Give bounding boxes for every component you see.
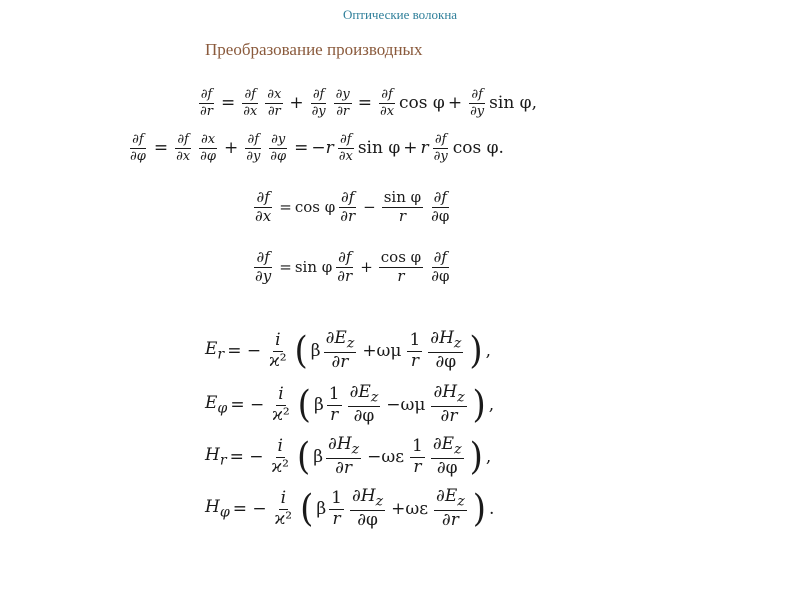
equation-df-dr: $\frac{\partial f}{\partial r}$ = $\frac{\partial f}{\partial x}$ $\frac{\partial x}{\partial r}$ + $\frac{\partial f}{\partial y}$ $\frac{\partial y}{\partial r}$ = $\frac{\partial f}{\partial x}$ cos φ + $\frac{\partial f}{\partial y}$ sin φ, (200, 87, 537, 119)
slide-title: Преобразование производных (205, 40, 423, 59)
equation-df-dphi: $\frac{\partial f}{\partial\varphi}$ = $\frac{\partial f}{\partial x}$ $\frac{\partial x}{\partial\varphi}$ + $\frac{\partial f}{\partial y}$ $\frac{\partial y}{\partial\varphi}$ = −r $\frac{\partial f}{\partial x}$ sin φ + r $\frac{\partial f}{\partial y}$ cos φ. (130, 132, 504, 164)
slide-topic: Оптические волокна (342, 7, 458, 22)
equation-E-phi: $E_\varphi$ = − $\frac{i}{\text{ϰ²}}$ ( β $\frac{1}{r}$ $\frac{\partial E_z}{\partial\varphi}$ −ωμ $\frac{\partial H_z}{\partial r}$ ) , (205, 382, 495, 428)
equation-H-r: $H_r$ = − $\frac{i}{\text{ϰ²}}$ ( β $\frac{\partial H_z}{\partial r}$ −ωε $\frac{1}{r}$ $\frac{\partial E_z}{\partial\varphi}$ ) , (205, 434, 492, 480)
equation-df-dy: $\frac{\partial f}{\partial y}$ = sin φ $\frac{\partial f}{\partial r}$ + $\frac{\text{cos φ}}{r}$ $\frac{\partial f}{\partial\varphi}$ (255, 248, 450, 285)
equation-E-r: $E_r$ = − $\frac{i}{\text{ϰ²}}$ ( β $\frac{\partial E_z}{\partial r}$ +ωμ $\frac{1}{r}$ $\frac{\partial H_z}{\partial\varphi}$ ) , (205, 328, 492, 374)
equation-df-dx: $\frac{\partial f}{\partial x}$ = cos φ $\frac{\partial f}{\partial r}$ − $\frac{\text{sin φ}}{r}$ $\frac{\partial f}{\partial\varphi}$ (255, 188, 450, 225)
equation-H-phi: $H_\varphi$ = − $\frac{i}{\text{ϰ²}}$ ( β $\frac{1}{r}$ $\frac{\partial H_z}{\partial\varphi}$ +ωε $\frac{\partial E_z}{\partial r}$ ) . (205, 486, 495, 532)
